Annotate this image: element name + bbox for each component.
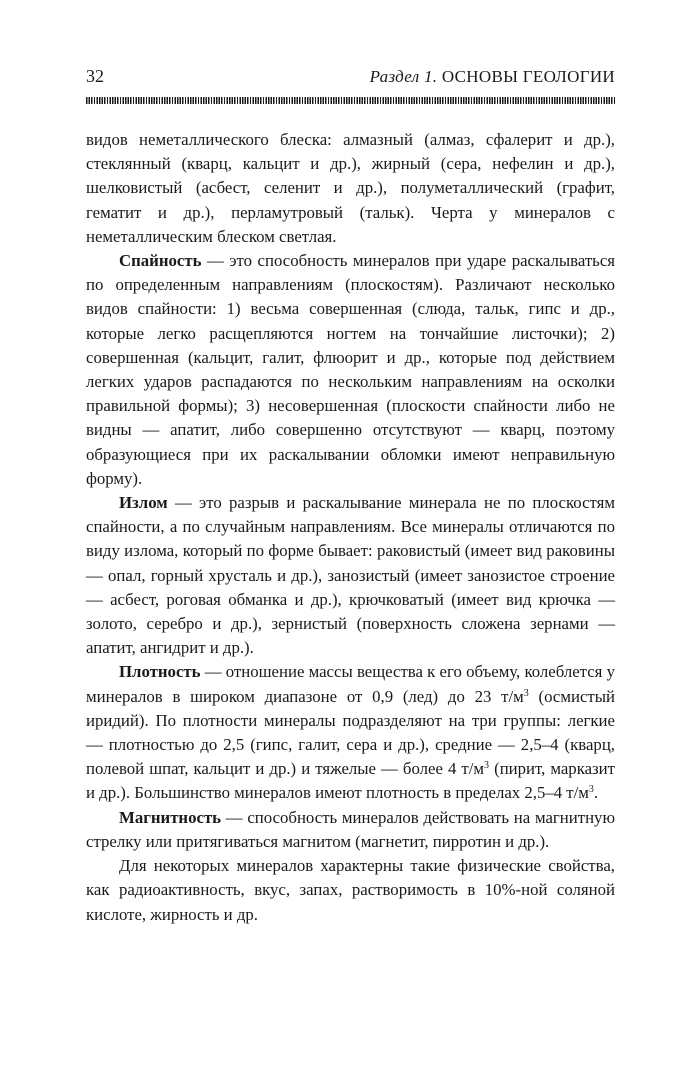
paragraph-other-properties: Для некоторых минералов характерны такие физические свойства, как радиоактивность, вкус, запах, растворимость в 10%-ной соляной кислоте, жирность и др.	[86, 856, 615, 924]
section-title	[370, 67, 615, 87]
density-text-b: (осмистый иридий). По плотности минералы подразделяют на три группы: легкие — плотностью до 2,5 (гипс, галит, сера и др.), средние — 2,5–4 (кварц, полевой шпат, кальцит и др.) и тяжелые — более 4 т/м	[86, 686, 615, 779]
term-cleavage: Спайность	[119, 251, 202, 271]
header-rule	[86, 97, 615, 104]
cleavage-text: — это способность минералов при ударе раскалываться по определенным направлениям (плоскостям). Различают несколько видов спайности: 1) весьма совершенная (слюда, тальк, гипс и др., которые легко расщепляются ногтем на тончайшие листочки); 2) совершенная (кальцит, галит, флюорит и др., которые под действием легких ударов распадаются по нескольким направлениям на осколки правильной формы); 3) несовершенная (плоскости спайности либо не видны — апатит, либо совершенно отсутствуют — кварц, поэтому образующиеся при их раскалывании обломки имеют неправильную форму).	[86, 251, 615, 488]
paragraph-density	[86, 660, 615, 805]
paragraph-cleavage	[86, 249, 615, 491]
paragraph-luster: видов неметаллического блеска: алмазный (алмаз, сфалерит и др.), стеклянный (кварц, кальцит и др.), жирный (сера, нефелин и др.), шелковистый (асбест, селенит и др.), полуметаллический (графит, гематит и др.), перламутровый (тальк). Черта у минералов с неметаллическим блеском светлая.	[86, 130, 615, 246]
body-text	[86, 128, 615, 927]
section-name: ОСНОВЫ ГЕОЛОГИИ	[437, 67, 615, 86]
section-label: Раздел 1.	[369, 67, 438, 86]
density-text-c: (пирит, марказит и др.). Большинство минералов имеют плотность в пределах 2,5–4 т/м	[86, 759, 615, 803]
term-magnetism: Магнитность	[119, 807, 222, 827]
superscript-3: 3	[523, 687, 529, 699]
running-header	[86, 66, 615, 96]
fracture-text: — это разрыв и раскалывание минерала не по плоскостям спайности, а по случайным направлениям. Все минералы отличаются по виду излома, который по форме бывает: раковистый (имеет вид раковины — опал, горный хрусталь и др.), занозистый (имеет занозистое строение — асбест, роговая обманка и др.), крючковатый (имеет вид крючка — золото, серебро и др.), зернистый (поверхность сложена зернами — апатит, ангидрит и др.).	[86, 493, 615, 658]
superscript-3: 3	[484, 760, 490, 772]
magnetism-text: — способность минералов действовать на магнитную стрелку или притягиваться магнитом (магнетит, пирротин и др.).	[86, 807, 615, 851]
superscript-3: 3	[588, 784, 594, 796]
density-text-a: — отношение массы вещества к его объему, колеблется у минералов в широком диапазоне от 0,9 (лед) до 23 т/м	[86, 662, 615, 706]
paragraph-magnetism	[86, 806, 615, 854]
page-number: 32	[86, 66, 104, 86]
density-text-d: .	[593, 783, 599, 803]
term-density: Плотность	[119, 662, 201, 682]
term-fracture: Излом	[119, 493, 168, 513]
paragraph-fracture	[86, 491, 615, 660]
